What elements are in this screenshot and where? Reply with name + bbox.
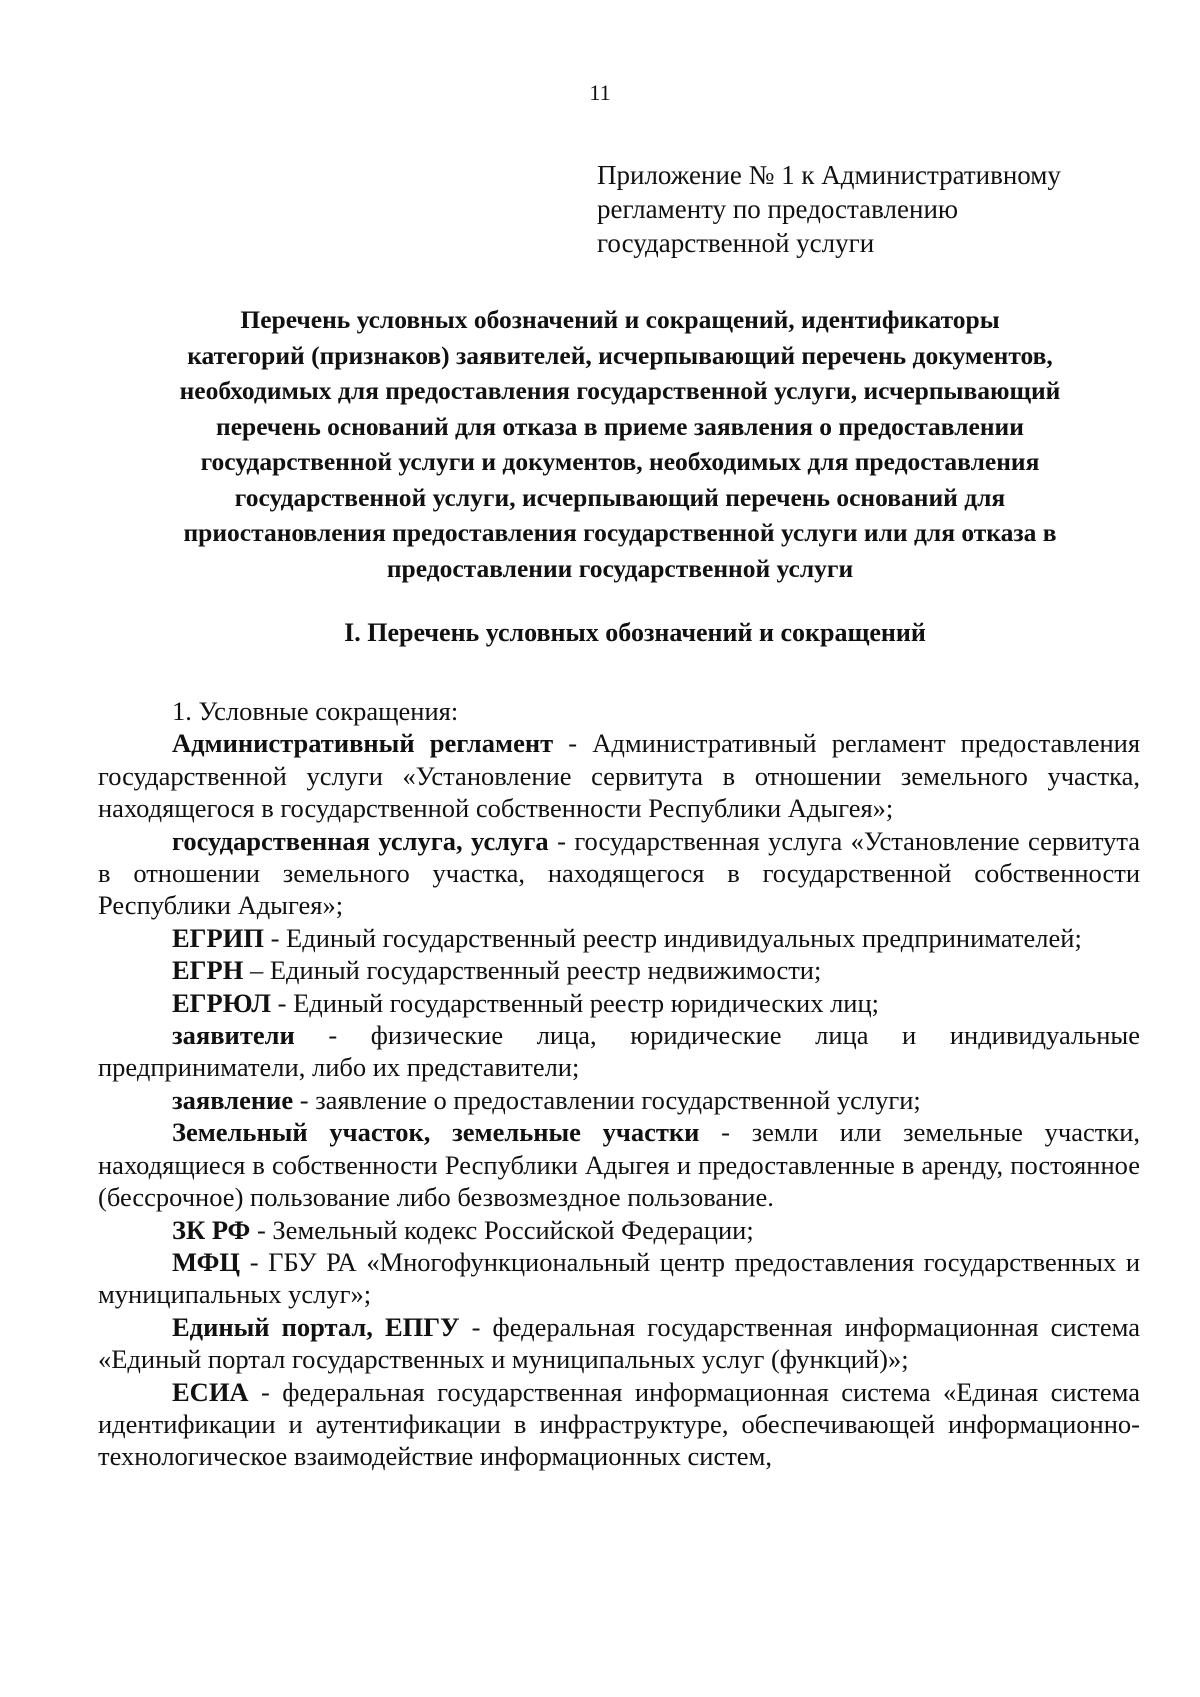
definition-text: Единый государственный реестр индивидуальных предпринимателей; xyxy=(286,922,1082,953)
definition-item xyxy=(98,1214,1140,1246)
definition-item xyxy=(98,954,1140,986)
definition-item xyxy=(98,987,1140,1019)
definition-text: федеральная государственная информационная система «Единая система идентификации и аутентификации в инфраструктуре, обеспечивающей информационно-технологическое взаимодействие информационных систем, xyxy=(98,1376,1141,1472)
title-line: предоставлении государственной услуги xyxy=(386,553,854,583)
page-number: 11 xyxy=(589,80,611,105)
title-line: необходимых для предоставления государственной услуги, исчерпывающий xyxy=(179,376,1061,405)
title-line: категорий (признаков) заявителей, исчерпывающий перечень документов, xyxy=(187,340,1053,370)
definition-term: Земельный участок, земельные участки xyxy=(172,1117,700,1148)
title-line: государственной услуги, исчерпывающий перечень оснований для xyxy=(234,482,1006,512)
definition-separator: - xyxy=(294,1020,371,1051)
definition-item xyxy=(98,1246,1140,1311)
definition-separator: - xyxy=(548,825,575,856)
definition-separator: - xyxy=(699,1117,752,1148)
definition-term: ЗК РФ xyxy=(172,1214,251,1245)
definition-separator: - xyxy=(250,1214,273,1245)
definition-separator: - xyxy=(263,922,287,953)
definition-text: федеральная государственная информационная система «Единый портал государственных и муниципальных услуг (функций)»; xyxy=(98,1311,1140,1375)
definition-item xyxy=(98,1376,1140,1473)
definition-text: Земельный кодекс Российской Федерации; xyxy=(272,1214,754,1245)
definition-term: ЕГРИП xyxy=(172,922,264,953)
definition-term: государственная услуга, услуга xyxy=(172,825,549,856)
definition-separator: - xyxy=(459,1311,493,1342)
body-text xyxy=(98,695,1140,1473)
definition-item xyxy=(98,922,1140,954)
definition-text: физические лица, юридические лица и индивидуальные предприниматели, либо их представители; xyxy=(98,1020,1140,1083)
definition-term: заявители xyxy=(172,1020,295,1051)
definition-separator: - xyxy=(271,987,294,1018)
definition-term: ЕГРЮЛ xyxy=(172,987,271,1018)
title-line: государственной услуги и документов, необходимых для предоставления xyxy=(200,447,1040,476)
appendix-line: Приложение № 1 к Административному xyxy=(597,160,1061,190)
definition-item xyxy=(98,1116,1140,1213)
definition-term: ЕСИА xyxy=(172,1376,249,1407)
definition-item xyxy=(98,727,1140,824)
title-line: Перечень условных обозначений и сокращений, идентификаторы xyxy=(240,305,1000,334)
definition-item xyxy=(98,1019,1140,1084)
definition-term: ЕГРН xyxy=(172,955,244,986)
definition-term: МФЦ xyxy=(172,1246,241,1277)
title-line: приостановления предоставления государственной услуги или для отказа в xyxy=(183,518,1057,547)
subheading: 1. Условные сокращения: xyxy=(172,696,459,726)
definition-term: Единый портал, ЕПГУ xyxy=(172,1311,460,1342)
definition-text: Единый государственный реестр юридических лиц; xyxy=(293,987,880,1018)
appendix-note xyxy=(597,158,1137,260)
definition-text: Единый государственный реестр недвижимости; xyxy=(269,955,822,986)
definition-term: Административный регламент xyxy=(172,728,554,759)
definition-term: заявление xyxy=(172,1084,294,1115)
definition-separator: - xyxy=(553,728,593,759)
definition-text: земли или земельные участки, находящиеся в собственности Республики Адыгея и предоставленные в аренду, постоянное (бессрочное) пользование либо безвозмездное пользование. xyxy=(98,1117,1141,1213)
appendix-line: регламенту по предоставлению xyxy=(597,194,959,224)
definition-separator: – xyxy=(243,955,270,986)
section-heading: I. Перечень условных обозначений и сокращений xyxy=(344,618,926,647)
title-line: перечень оснований для отказа в приеме заявления о предоставлении xyxy=(216,411,1024,441)
definition-separator: - xyxy=(240,1246,269,1277)
definition-separator: - xyxy=(248,1376,283,1407)
definition-item xyxy=(98,825,1140,922)
definition-item xyxy=(98,1311,1140,1376)
appendix-line: государственной услуги xyxy=(597,228,875,258)
definition-item xyxy=(98,1084,1140,1116)
definition-text: государственная услуга «Установление сервитута в отношении земельного участка, находящегося в государственной собственности Республики Адыгея»; xyxy=(98,825,1140,921)
definition-text: Административный регламент предоставления государственной услуги «Установление сервитута в отношении земельного участка, находящегося в государственной собственности Республики Адыгея»; xyxy=(98,728,1141,824)
definition-text: ГБУ РА «Многофункциональный центр предоставления государственных и муниципальных услуг»; xyxy=(98,1246,1140,1310)
definition-text: заявление о предоставлении государственной услуги; xyxy=(315,1084,921,1115)
document-title xyxy=(100,302,1140,586)
definition-separator: - xyxy=(293,1084,316,1115)
